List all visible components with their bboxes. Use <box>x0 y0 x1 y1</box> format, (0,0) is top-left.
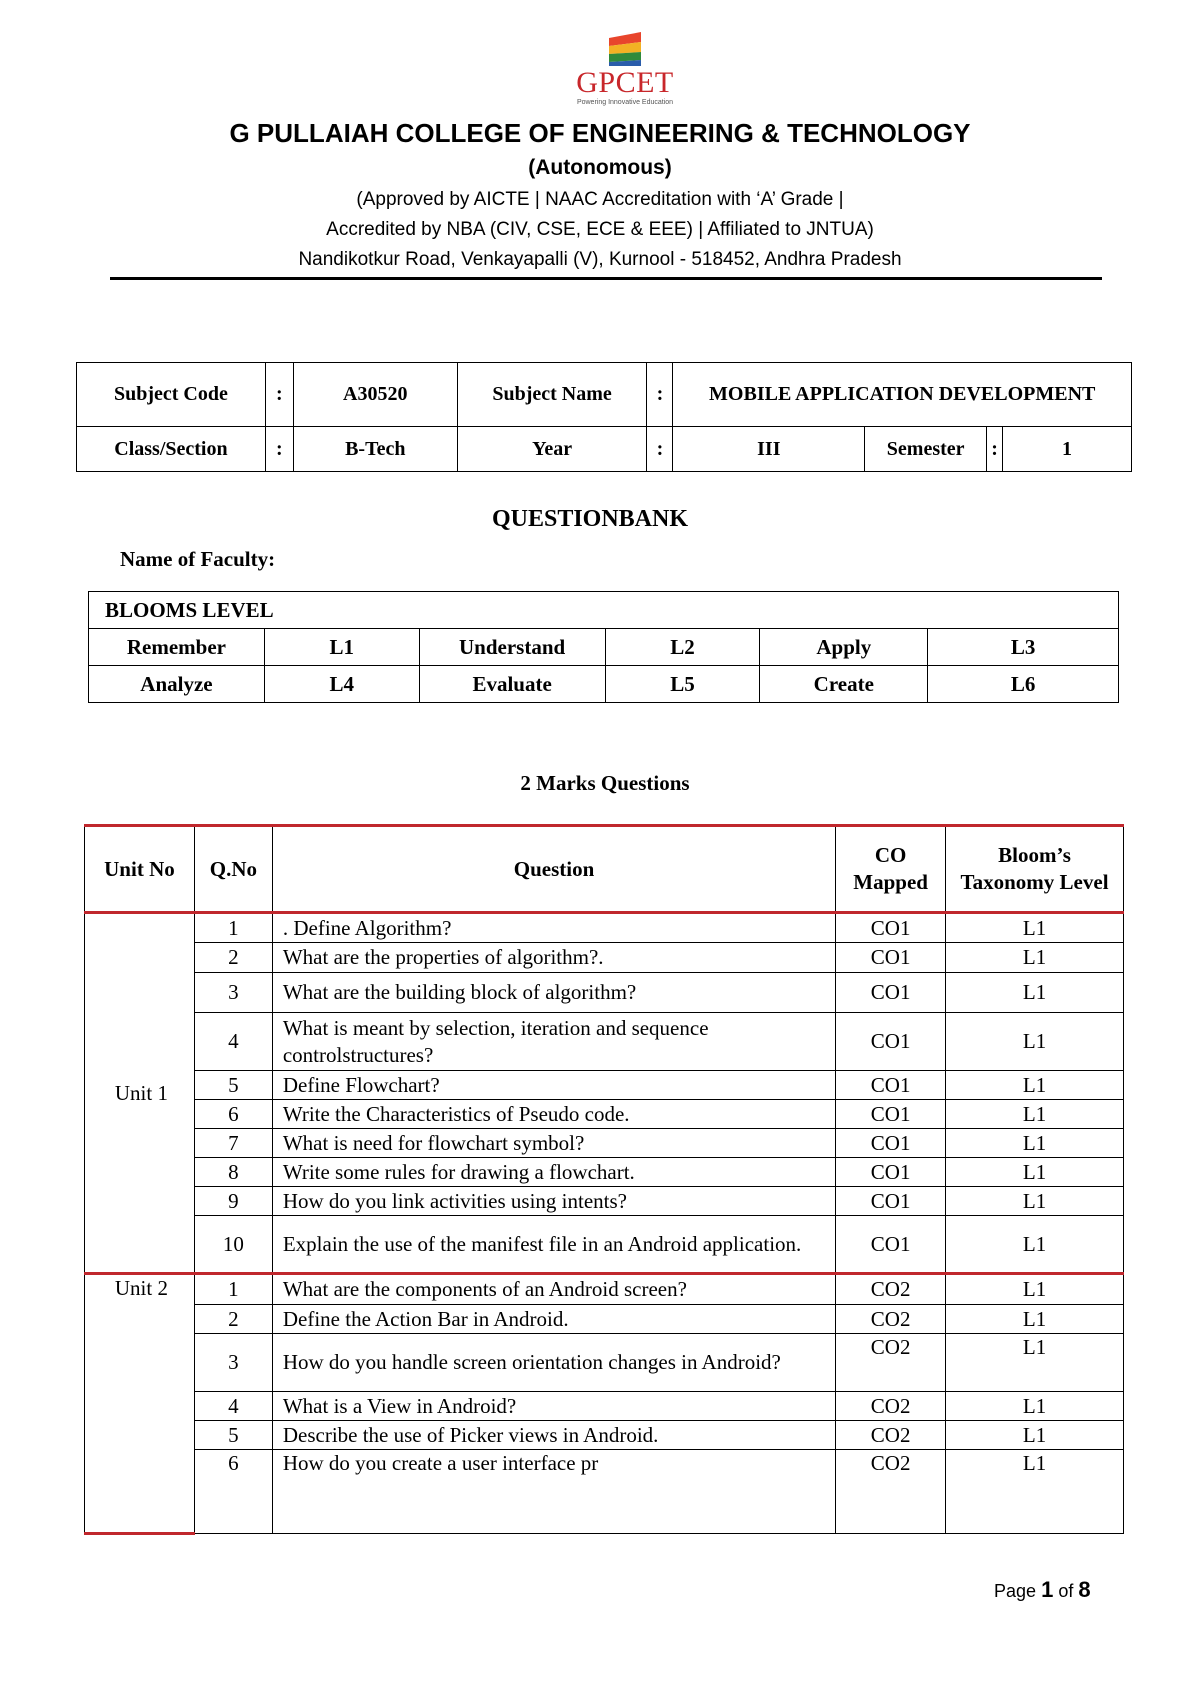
co-mapped: CO2 <box>836 1274 946 1305</box>
approval-line-2: Accredited by NBA (CIV, CSE, ECE & EEE) | Affiliated to JNTUA) <box>326 219 874 240</box>
co-mapped: CO1 <box>836 1216 946 1274</box>
unit-label: Unit 1 <box>85 913 195 1274</box>
question-number: 3 <box>194 973 272 1013</box>
question-number: 2 <box>194 1305 272 1334</box>
question-number: 8 <box>194 1158 272 1187</box>
co-mapped: CO2 <box>836 1305 946 1334</box>
bloom-level: L1 <box>946 1450 1124 1534</box>
blooms-name: Apply <box>760 629 928 666</box>
table-row <box>85 1334 1124 1392</box>
column-header-unit: Unit No <box>85 826 195 913</box>
approval-line-1: (Approved by AICTE | NAAC Accreditation with ‘A’ Grade | <box>356 189 844 210</box>
blooms-row <box>89 666 1119 703</box>
semester-label: Semester <box>865 427 987 472</box>
page-current: 1 <box>1041 1577 1054 1602</box>
subject-code-label: Subject Code <box>77 363 266 427</box>
blooms-level: L6 <box>928 666 1119 703</box>
blooms-name: Remember <box>89 629 265 666</box>
bloom-level: L1 <box>946 1305 1124 1334</box>
bloom-level: L1 <box>946 1392 1124 1421</box>
college-address: Nandikotkur Road, Venkayapalli (V), Kurnool - 518452, Andhra Pradesh <box>298 249 902 270</box>
table-row <box>85 1305 1124 1334</box>
table-row <box>85 913 1124 943</box>
year-label: Year <box>457 427 647 472</box>
unit-label: Unit 2 <box>85 1274 195 1534</box>
question-text: What are the building block of algorithm? <box>272 973 835 1013</box>
co-mapped: CO1 <box>836 1129 946 1158</box>
table-row <box>85 1216 1124 1274</box>
bloom-level: L1 <box>946 913 1124 943</box>
question-number: 1 <box>194 1274 272 1305</box>
co-mapped: CO1 <box>836 1013 946 1071</box>
question-number: 10 <box>194 1216 272 1274</box>
page-total: 8 <box>1078 1577 1091 1602</box>
blooms-name: Evaluate <box>419 666 605 703</box>
co-mapped: CO1 <box>836 1071 946 1100</box>
section-title: 2 Marks Questions <box>520 771 690 795</box>
question-text: What is a View in Android? <box>272 1392 835 1421</box>
blooms-row <box>89 629 1119 666</box>
table-row <box>85 1187 1124 1216</box>
bloom-level: L1 <box>946 1216 1124 1274</box>
blooms-level: L5 <box>605 666 760 703</box>
faculty-label: Name of Faculty: <box>120 547 276 571</box>
page-label: Page <box>994 1581 1037 1601</box>
question-text: Explain the use of the manifest file in an Android application. <box>272 1216 835 1274</box>
table-row <box>85 1100 1124 1129</box>
question-number: 5 <box>194 1071 272 1100</box>
question-text: Write the Characteristics of Pseudo code. <box>272 1100 835 1129</box>
co-mapped: CO1 <box>836 1158 946 1187</box>
question-number: 1 <box>194 913 272 943</box>
separator: : <box>647 427 673 472</box>
blooms-level: L1 <box>264 629 419 666</box>
bloom-level: L1 <box>946 973 1124 1013</box>
question-number: 6 <box>194 1450 272 1534</box>
blooms-name: Understand <box>419 629 605 666</box>
blooms-level-table <box>88 591 1119 703</box>
column-header-question: Question <box>272 826 835 913</box>
question-number: 2 <box>194 943 272 973</box>
class-section-value: B-Tech <box>293 427 457 472</box>
question-text: What is need for flowchart symbol? <box>272 1129 835 1158</box>
co-mapped: CO1 <box>836 1187 946 1216</box>
question-text: How do you create a user interface pr <box>272 1450 835 1534</box>
page-of-label: of <box>1058 1581 1074 1601</box>
co-mapped: CO2 <box>836 1334 946 1392</box>
table-row <box>85 943 1124 973</box>
questions-table <box>84 824 1124 1535</box>
question-number: 4 <box>194 1392 272 1421</box>
bloom-level: L1 <box>946 1013 1124 1071</box>
blooms-level: L3 <box>928 629 1119 666</box>
table-row <box>85 973 1124 1013</box>
bloom-level: L1 <box>946 1334 1124 1392</box>
bloom-level: L1 <box>946 1100 1124 1129</box>
bloom-level: L1 <box>946 1129 1124 1158</box>
page-title: QUESTIONBANK <box>491 506 689 532</box>
question-number: 9 <box>194 1187 272 1216</box>
question-text: What is meant by selection, iteration and sequence controlstructures? <box>272 1013 835 1071</box>
question-text: Define Flowchart? <box>272 1071 835 1100</box>
co-mapped: CO2 <box>836 1392 946 1421</box>
blooms-level-heading: BLOOMS LEVEL <box>89 592 1119 629</box>
college-status: (Autonomous) <box>528 156 672 179</box>
column-header-co: CO Mapped <box>836 826 946 913</box>
table-row <box>85 1158 1124 1187</box>
question-text: Define the Action Bar in Android. <box>272 1305 835 1334</box>
question-text: What are the properties of algorithm?. <box>272 943 835 973</box>
blooms-name: Analyze <box>89 666 265 703</box>
co-mapped: CO1 <box>836 913 946 943</box>
question-number: 5 <box>194 1421 272 1450</box>
separator: : <box>987 427 1003 472</box>
semester-value: 1 <box>1003 427 1132 472</box>
table-row <box>85 1013 1124 1071</box>
table-row <box>85 1450 1124 1534</box>
subject-info-table <box>76 362 1132 472</box>
co-mapped: CO1 <box>836 1100 946 1129</box>
separator: : <box>265 363 293 427</box>
blooms-level: L4 <box>264 666 419 703</box>
question-text: What are the components of an Android screen? <box>272 1274 835 1305</box>
logo-emblem-icon <box>605 32 645 66</box>
table-row <box>85 1274 1124 1305</box>
question-text: How do you handle screen orientation changes in Android? <box>272 1334 835 1392</box>
subject-name-label: Subject Name <box>457 363 647 427</box>
logo-text: GPCET <box>576 66 674 99</box>
subject-name-value: MOBILE APPLICATION DEVELOPMENT <box>673 363 1132 427</box>
bloom-level: L1 <box>946 1071 1124 1100</box>
column-header-qno: Q.No <box>194 826 272 913</box>
co-mapped: CO1 <box>836 943 946 973</box>
co-mapped: CO1 <box>836 973 946 1013</box>
question-number: 4 <box>194 1013 272 1071</box>
bloom-level: L1 <box>946 1158 1124 1187</box>
question-number: 3 <box>194 1334 272 1392</box>
logo-tagline: Powering Innovative Education <box>576 99 674 106</box>
subject-code-value: A30520 <box>293 363 457 427</box>
question-number: 7 <box>194 1129 272 1158</box>
co-mapped: CO2 <box>836 1421 946 1450</box>
blooms-name: Create <box>760 666 928 703</box>
question-number: 6 <box>194 1100 272 1129</box>
table-row <box>85 1071 1124 1100</box>
table-row <box>85 1129 1124 1158</box>
table-row <box>85 1421 1124 1450</box>
separator: : <box>647 363 673 427</box>
table-row <box>85 1392 1124 1421</box>
header-divider <box>110 277 1102 280</box>
question-text: Write some rules for drawing a flowchart. <box>272 1158 835 1187</box>
column-header-bloom: Bloom’s Taxonomy Level <box>946 826 1124 913</box>
co-mapped: CO2 <box>836 1450 946 1534</box>
college-logo <box>570 32 680 112</box>
bloom-level: L1 <box>946 1274 1124 1305</box>
question-text: Describe the use of Picker views in Android. <box>272 1421 835 1450</box>
question-text: . Define Algorithm? <box>272 913 835 943</box>
separator: : <box>265 427 293 472</box>
class-section-label: Class/Section <box>77 427 266 472</box>
bloom-level: L1 <box>946 1187 1124 1216</box>
college-name: G PULLAIAH COLLEGE OF ENGINEERING & TECHNOLOGY <box>229 118 971 148</box>
page-number <box>994 1577 1091 1603</box>
year-value: III <box>673 427 865 472</box>
question-text: How do you link activities using intents? <box>272 1187 835 1216</box>
bloom-level: L1 <box>946 943 1124 973</box>
bloom-level: L1 <box>946 1421 1124 1450</box>
blooms-level: L2 <box>605 629 760 666</box>
